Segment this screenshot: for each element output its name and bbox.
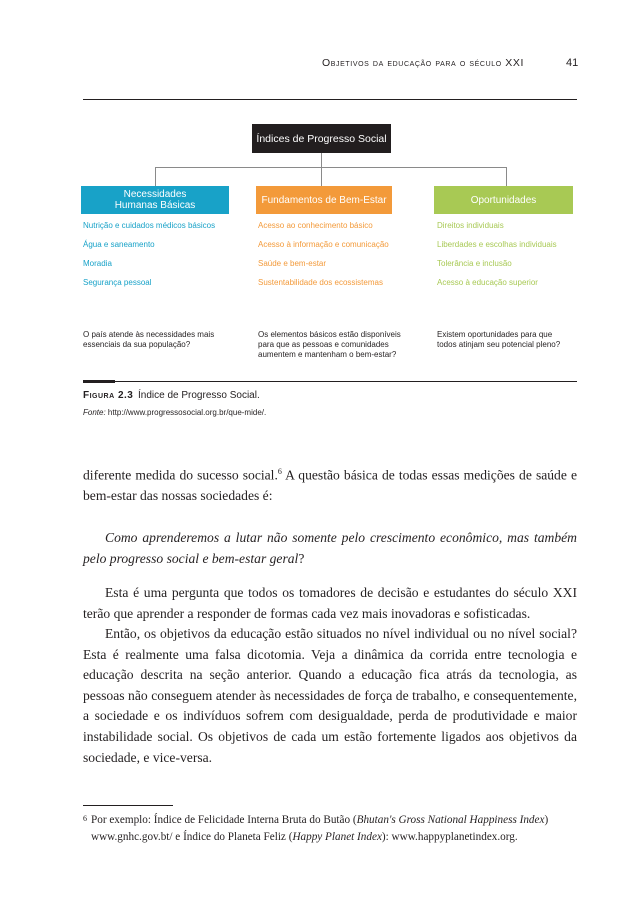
question-line: Existem oportunidades para que bbox=[437, 330, 553, 339]
footnote-number: 6 bbox=[83, 814, 87, 823]
question-line: O país atende às necessidades mais bbox=[83, 330, 215, 339]
page-number: 41 bbox=[566, 57, 579, 69]
column-items-basic-needs bbox=[83, 221, 215, 297]
question-line: para que as pessoas e comunidades bbox=[258, 340, 389, 349]
connector-left bbox=[155, 167, 156, 186]
column-question-opportunities bbox=[437, 330, 560, 350]
column-question-basic-needs bbox=[83, 330, 214, 350]
question-line: todos atinjam seu potencial pleno? bbox=[437, 340, 561, 349]
question-line: aumentem e mantenham o bem-estar? bbox=[258, 350, 397, 359]
column-head-wellbeing bbox=[256, 186, 392, 214]
list-item: Acesso ao conhecimento básico bbox=[258, 221, 373, 230]
figure-caption: Índice de Progresso Social. bbox=[138, 390, 260, 401]
footnote-text: Por exemplo: Índice de Felicidade Interna Bruta do Butão (Bhutan's Gross National Happiness Index) www.gnhc.gov.bt/ e Índice do Planeta Feliz (Happy Planet Index): www.happyplanetindex.org. bbox=[91, 814, 549, 843]
diagram-top-box: Índices de Progresso Social bbox=[252, 124, 391, 153]
column-head-opportunities bbox=[434, 186, 573, 214]
column-items-opportunities bbox=[437, 221, 557, 297]
figure-source-label: Fonte: bbox=[83, 408, 106, 417]
list-item: Acesso à informação e comunicação bbox=[258, 240, 389, 249]
connector-vertical bbox=[321, 153, 322, 167]
column-title-line: Necessidades bbox=[123, 189, 187, 200]
question-line: Os elementos básicos estão disponíveis bbox=[258, 330, 401, 339]
footnote-ref: 6 bbox=[277, 467, 282, 476]
running-head: Objetivos da educação para o século XXI bbox=[322, 57, 525, 69]
connector-horizontal bbox=[155, 167, 507, 168]
paragraph: Então, os objetivos da educação estão situados no nível individual ou no nível social? Esta é realmente uma falsa dicotomia. Veja a dinâmica da corrida entre tecnologia e educação descrita na seção anterior. Quando a educação fica atrás da tecnologia, as pessoas não conseguem atender às necessidades de força de trabalho, e consequentemente, a sociedade e os indivíduos sofrem com desigualdade, perda de produtividade e maior instabilidade social. Os objetivos de cada um estão fortemente ligados aos objetivos da sociedade, e vice-versa. bbox=[83, 626, 577, 765]
column-head-basic-needs bbox=[81, 186, 229, 214]
list-item: Direitos individuais bbox=[437, 221, 504, 230]
column-title-line: Oportunidades bbox=[470, 194, 537, 206]
connector-right bbox=[506, 167, 507, 186]
list-item: Moradia bbox=[83, 259, 112, 268]
list-item: Água e saneamento bbox=[83, 240, 155, 249]
figure-source bbox=[83, 408, 266, 417]
list-item: Sustentabilidade dos ecossistemas bbox=[258, 278, 383, 287]
figure-rule bbox=[83, 381, 577, 382]
figure-source-url: http://www.progressosocial.org.br/que-mide/. bbox=[107, 408, 267, 417]
quote-text: Como aprenderemos a lutar não somente pelo crescimento econômico, mas também pelo progresso social e bem-estar geral bbox=[83, 530, 577, 566]
list-item: Nutrição e cuidados médicos básicos bbox=[83, 221, 216, 230]
figure-label: Figura 2.3 bbox=[83, 390, 134, 401]
list-item: Acesso à educação superior bbox=[437, 278, 538, 287]
list-item: Liberdades e escolhas individuais bbox=[437, 240, 557, 249]
connector-middle bbox=[321, 167, 322, 186]
list-item: Segurança pessoal bbox=[83, 278, 152, 287]
paragraph: Esta é uma pergunta que todos os tomadores de decisão e estudantes do século XXI terão que aprender a responder de formas cada vez mais inovadoras e sofisticadas. bbox=[83, 585, 577, 621]
paragraph-text: diferente medida do sucesso social. bbox=[83, 467, 278, 483]
quote-paragraph bbox=[83, 528, 577, 569]
column-title-line: Humanas Básicas bbox=[114, 200, 196, 211]
column-question-wellbeing bbox=[258, 330, 401, 360]
list-item: Tolerância e inclusão bbox=[437, 259, 512, 268]
paragraph bbox=[83, 462, 577, 507]
quote-mark: ? bbox=[298, 550, 305, 566]
figure-rule-accent bbox=[83, 380, 115, 383]
column-items-wellbeing bbox=[258, 221, 389, 297]
question-line: essenciais da sua população? bbox=[83, 340, 191, 349]
header-rule bbox=[83, 99, 577, 100]
footnote bbox=[83, 812, 577, 846]
footnote-rule bbox=[83, 805, 173, 806]
column-title-line: Fundamentos de Bem-Estar bbox=[261, 194, 387, 206]
paragraph-text: A questão básica de todas essas medições de saúde e bem-estar das nossas sociedades é: bbox=[83, 467, 577, 504]
list-item: Saúde e bem-estar bbox=[258, 259, 327, 268]
